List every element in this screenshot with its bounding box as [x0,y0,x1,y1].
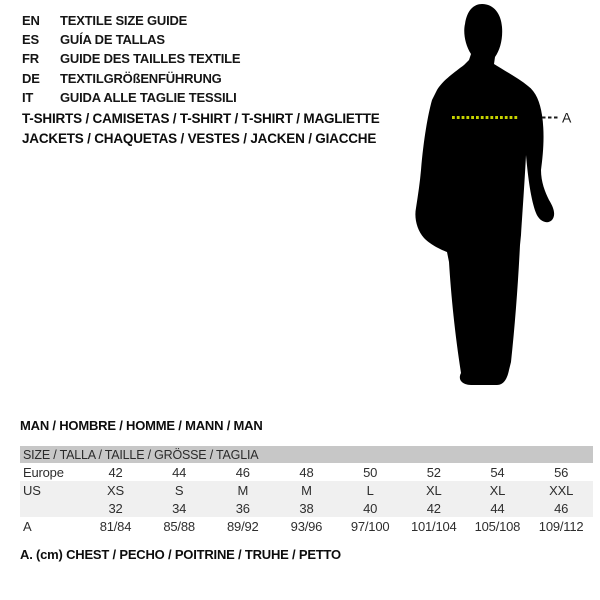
cell-numeric-1: 32 [84,499,148,517]
cell-us-4: M [275,481,339,499]
table-row-numeric [20,499,593,517]
footnote-chest-measure: A. (cm) CHEST / PECHO / POITRINE / TRUHE / PETTO [20,547,341,562]
cell-us-6: XL [402,481,466,499]
language-row-it [22,88,240,107]
language-code: EN [22,13,40,28]
cell-a-4: 93/96 [290,518,323,534]
cell-europe-5: 50 [363,464,378,480]
language-code: ES [22,32,39,48]
cell-a-3: 89/92 [227,518,259,534]
cell-numeric-8: 46 [529,499,593,517]
language-code: FR [22,51,39,67]
size-table [20,446,593,535]
language-text: GUIDA ALLE TAGLIE TESSILI [60,89,237,105]
cell-a-2: 85/88 [163,518,195,534]
cell-europe-7: 54 [490,464,505,480]
cell-numeric-5: 40 [338,499,402,517]
cell-a-1: 81/84 [99,518,132,534]
table-row-chest-a [20,517,593,535]
section-title-man: MAN / HOMBRE / HOMME / MANN / MAN [20,418,263,433]
product-line-jackets: JACKETS / CHAQUETAS / VESTES / JACKEN / GIACCHE [22,130,377,146]
cell-numeric-4: 38 [275,499,339,517]
row-label-numeric [20,499,84,517]
cell-a-6: 101/104 [410,518,457,534]
cell-numeric-3: 36 [211,499,275,517]
language-row-es [22,30,240,49]
cell-europe-1: 42 [108,464,123,480]
language-text: GUIDE DES TAILLES TEXTILE [60,51,241,67]
man-silhouette [415,4,554,385]
table-row-us [20,481,593,499]
product-line-tshirts: T-SHIRTS / CAMISETAS / T-SHIRT / T-SHIRT / MAGLIETTE [22,111,380,126]
cell-numeric-7: 44 [466,499,530,517]
cell-us-3: M [211,481,275,499]
cell-us-7: XL [466,481,530,499]
cell-us-5: L [338,481,402,499]
language-text: TEXTILE SIZE GUIDE [60,13,188,28]
cell-us-8: XXL [529,481,593,499]
row-label-a: A [23,518,32,534]
size-table-header-row [20,446,593,463]
size-table-header: SIZE / TALLA / TAILLE / GRÖSSE / TAGLIA [20,446,593,463]
language-code: IT [22,89,34,105]
cell-europe-8: 56 [554,464,569,480]
language-list [22,11,240,107]
cell-us-2: S [147,481,211,499]
language-text: TEXTILGRÖßENFÜHRUNG [60,70,222,86]
man-silhouette-figure [400,0,600,400]
language-code: DE [22,70,40,86]
cell-europe-4: 48 [299,464,314,480]
cell-europe-3: 46 [235,464,250,480]
language-row-en [22,11,240,30]
cell-europe-2: 44 [172,464,187,480]
row-label-europe: Europe [23,464,64,480]
language-row-fr [22,49,240,68]
language-text: GUÍA DE TALLAS [60,32,165,48]
table-row-europe [20,463,593,481]
cell-a-5: 97/100 [350,518,390,534]
cell-us-1: XS [84,481,148,499]
cell-europe-6: 52 [426,464,441,480]
language-row-de [22,69,240,88]
cell-a-8: 109/112 [538,518,584,534]
cell-numeric-6: 42 [402,499,466,517]
cell-numeric-2: 34 [147,499,211,517]
cell-a-7: 105/108 [474,518,521,534]
product-type-lines [22,109,380,148]
measure-label-a: A [562,109,572,126]
row-label-us: US [20,481,84,499]
